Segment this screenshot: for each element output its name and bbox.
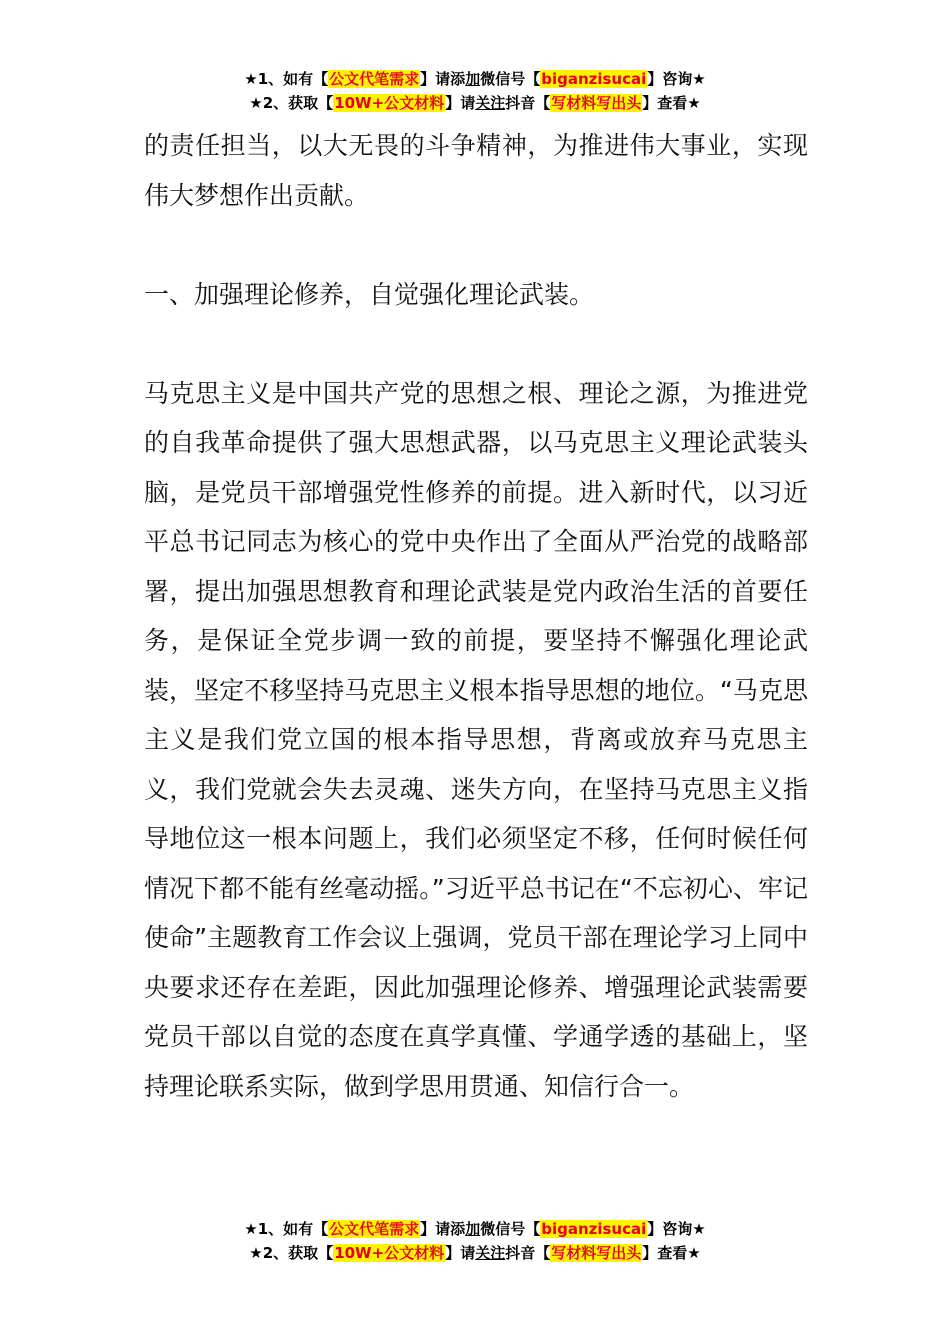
section-heading: 一、加强理论修养，自觉强化理论武装。 <box>144 279 595 309</box>
banner-highlight: 10W+公文材料 <box>334 94 445 112</box>
banner-text: 】请 <box>445 1244 476 1262</box>
banner-text: 】查看★ <box>642 1244 701 1262</box>
banner-text: ★2、获取【 <box>249 1244 334 1262</box>
banner-highlight: biganzisucai <box>541 1220 647 1238</box>
banner-highlight: 公文代笔需求 <box>329 1220 420 1238</box>
banner-highlight: 写材料写出头 <box>551 94 642 112</box>
banner-line-1 <box>0 67 950 91</box>
header-banner <box>0 67 950 115</box>
banner-text: 抖音【 <box>505 94 551 112</box>
banner-highlight: 10W+公文材料 <box>334 1244 445 1262</box>
banner-text: 】请添 <box>420 1220 466 1238</box>
body-paragraph: 马克思主义是中国共产党的思想之根、理论之源，为推进党的自我革命提供了强大思想武器，以马克思主义理论武装头脑，是党员干部增强党性修养的前提。进入新时代，以习近平总书记同志为核心的党中央作出了全面从严治党的战略部署，提出加强思想教育和理论武装是党内政治生活的首要任务，是保证全党步调一致的前提，要坚持不懈强化理论武装，坚定不移坚持马克思主义根本指导思想的地位。“马克思主义是我们党立国的根本指导思想，背离或放弃马克思主义，我们党就会失去灵魂、迷失方向，在坚持马克思主义指导地位这一根本问题上，我们必须坚定不移，任何时候任何情况下都不能有丝毫动摇。”习近平总书记在“不忘初心、牢记使命”主题教育工作会议上强调，党员干部在理论学习上同中央要求还存在差距，因此加强理论修养、增强理论武装需要党员干部以自觉的态度在真学真懂、学通学透的基础上，坚持理论联系实际，做到学思用贯通、知信行合一。 <box>144 378 808 1101</box>
banner-text: 微信号【 <box>480 70 541 88</box>
paragraph-spacer <box>144 319 808 369</box>
banner-emphasis: 关注 <box>475 94 506 112</box>
banner-text: 】咨询★ <box>647 70 706 88</box>
banner-emphasis: 关注 <box>475 1244 506 1262</box>
banner-line-1 <box>0 1217 950 1241</box>
banner-text: ★1、如有【 <box>244 70 329 88</box>
banner-text: 】咨询★ <box>647 1220 706 1238</box>
banner-text: ★1、如有【 <box>244 1220 329 1238</box>
intro-paragraph: 的责任担当，以大无畏的斗争精神，为推进伟大事业，实现伟大梦想作出贡献。 <box>144 131 808 210</box>
document-body <box>144 121 808 1111</box>
banner-line-2 <box>0 1241 950 1265</box>
banner-line-2 <box>0 91 950 115</box>
banner-highlight: 公文代笔需求 <box>329 70 420 88</box>
banner-text: ★2、获取【 <box>249 94 334 112</box>
banner-highlight: biganzisucai <box>541 70 647 88</box>
banner-text: 】查看★ <box>642 94 701 112</box>
banner-emphasis: 加 <box>465 1220 481 1238</box>
banner-text: 】请 <box>445 94 476 112</box>
banner-text: 微信号【 <box>480 1220 541 1238</box>
banner-text: 】请添 <box>420 70 466 88</box>
paragraph-spacer <box>144 220 808 270</box>
banner-text: 抖音【 <box>505 1244 551 1262</box>
banner-emphasis: 加 <box>465 70 481 88</box>
footer-banner <box>0 1217 950 1265</box>
banner-highlight: 写材料写出头 <box>551 1244 642 1262</box>
